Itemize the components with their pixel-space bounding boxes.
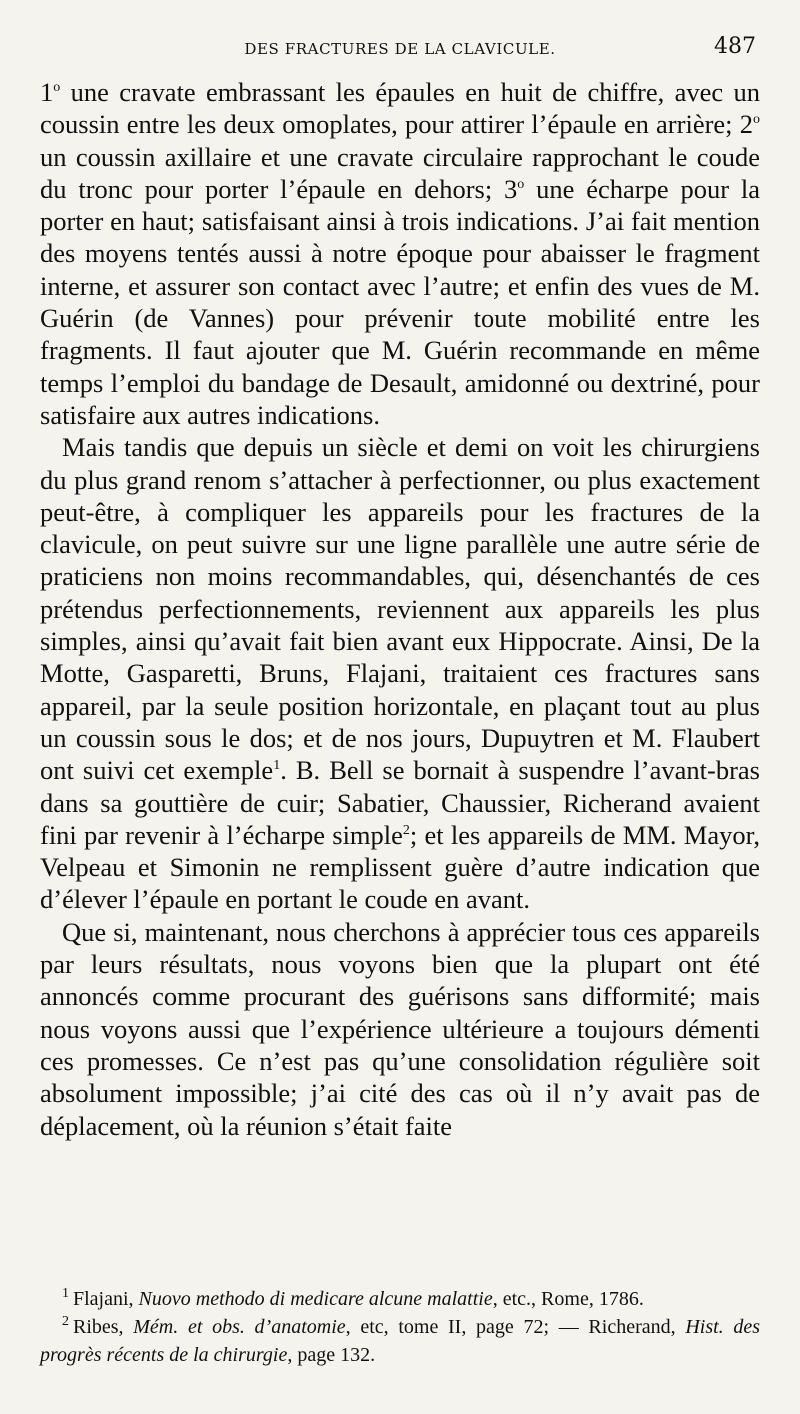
text-run: . B. Bell se bornait à suspendre l’avant-bras dans sa gouttière de cuir; Sabatier, Chaussier, Richerand avaient fini par revenir à l’écharpe simple bbox=[40, 755, 760, 850]
superscript: 1 bbox=[273, 758, 281, 774]
italic-title: Nuovo methodo di medicare alcune malattie bbox=[138, 1288, 493, 1310]
paragraph bbox=[40, 431, 760, 915]
page-number: 487 bbox=[714, 34, 756, 59]
text-run: ; et les appareils de MM. Mayor, Velpeau et Simonin ne remplissent guère d’autre indication que d’élever l’épaule en portant le coude en avant. bbox=[40, 819, 760, 915]
text-run: , etc, tome II, page 72; — Richerand, bbox=[345, 1316, 686, 1338]
footnote-mark: 2 bbox=[62, 1314, 69, 1330]
footnote-mark: 1 bbox=[62, 1286, 69, 1302]
superscript: o bbox=[753, 112, 760, 128]
footnote bbox=[40, 1313, 760, 1369]
text-run: un coussin axillaire et une cravate circulaire rapprochant le coude du tronc pour porter l’épaule en dehors; 3 bbox=[40, 141, 760, 204]
footnotes bbox=[40, 1285, 760, 1369]
italic-title: Hist. des progrès récents de la chirurgie bbox=[40, 1316, 761, 1366]
text-run: Ribes, bbox=[73, 1316, 134, 1338]
footnote bbox=[40, 1285, 760, 1313]
text-run: 1 bbox=[40, 77, 54, 107]
text-run: Mais tandis que depuis un siècle et demi on voit les chirurgiens du plus grand renom s’attacher à perfectionner, ou plus exactement peut-être, à compliquer les appareils pour les fractures de la clavicule, on peut suivre sur une ligne parallèle une autre série de praticiens non moins recommandables, qui, désenchantés de ces prétendus perfectionnements, reviennent aux appareils les plus simples, ainsi qu’avait fait bien avant eux Hippocrate. Ainsi, De la Motte, Gasparetti, Bruns, Flajani, traitaient ces fractures sans appareil, par la seule position horizontale, en plaçant tout au plus un coussin sous le dos; et de nos jours, Dupuytren et M. Flaubert ont suivi cet exemple bbox=[40, 432, 760, 786]
text-run: Que si, maintenant, nous cherchons à apprécier tous ces appareils par leurs résultats, nous voyons bien que la plupart ont été annoncés comme procurant des guérisons sans difformité; mais nous voyons aussi que l’expérience ultérieure a toujours démenti ces promesses. Ce n’est pas qu’une consolidation régulière soit absolument impossible; j’ai cité des cas où il n’y avait pas de déplacement, où la réunion s’était faite bbox=[40, 916, 760, 1141]
paragraph bbox=[40, 76, 760, 431]
paragraph bbox=[40, 916, 760, 1142]
running-title: DES FRACTURES DE LA CLAVICULE. bbox=[244, 40, 556, 58]
superscript: o bbox=[517, 177, 525, 193]
superscript: 2 bbox=[402, 823, 410, 838]
text-run: , etc., Rome, 1786. bbox=[492, 1288, 644, 1310]
superscript: o bbox=[53, 80, 61, 96]
text-run: Flajani, bbox=[73, 1288, 139, 1310]
italic-title: Mém. et obs. d’anatomie bbox=[133, 1316, 346, 1338]
text-run: , page 132. bbox=[287, 1344, 376, 1366]
text-run: une cravate embrassant les épaules en huit de chiffre, avec un coussin entre les deux omoplates, pour attirer l’épaule en arrière; 2 bbox=[40, 77, 760, 140]
running-head bbox=[40, 34, 760, 66]
body-text bbox=[40, 76, 760, 1142]
text-run: une écharpe pour la porter en haut; satisfaisant ainsi à trois indications. J’ai fait mention des moyens tentés aussi à notre époque pour abaisser le fragment interne, et assurer son contact avec l’autre; et enfin des vues de M. Guérin (de Vannes) pour prévenir toute mobilité entre les fragments. Il faut ajouter que M. Guérin recommande en même temps l’emploi du bandage de Desault, amidonné ou dextriné, pour satisfaire aux autres indications. bbox=[40, 173, 760, 430]
